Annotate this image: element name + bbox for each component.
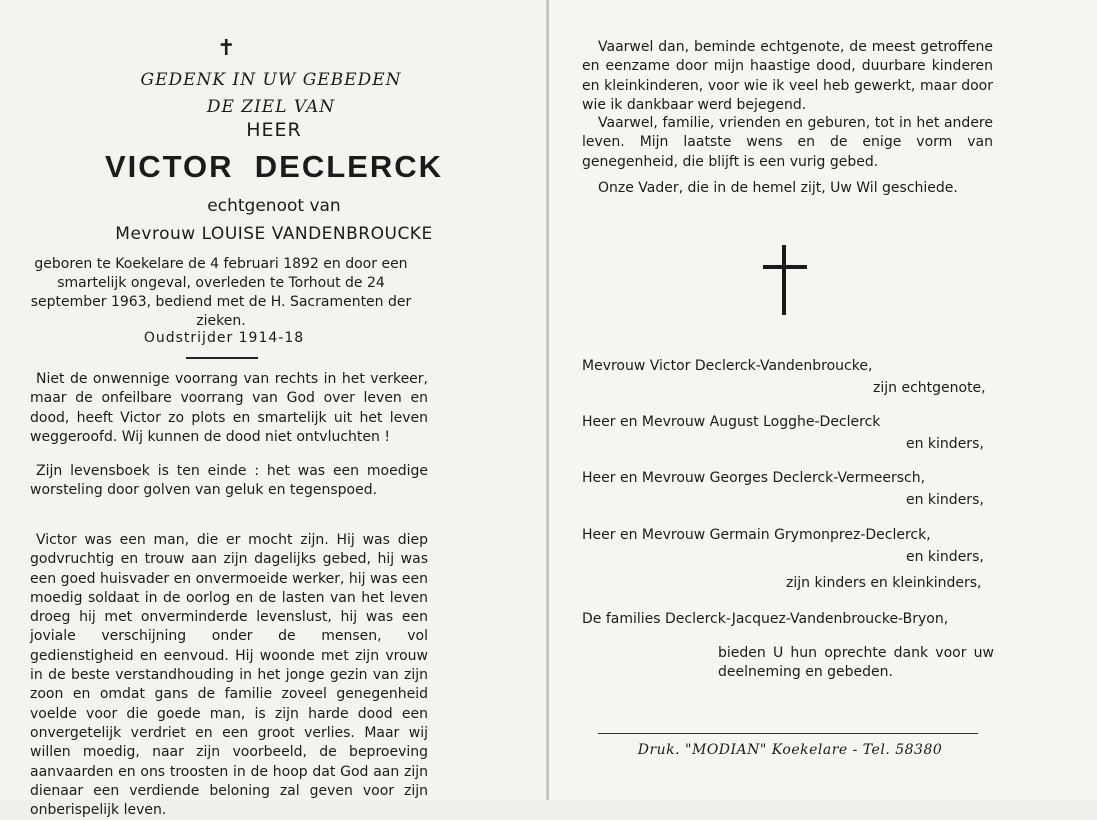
family-member-relation: en kinders, xyxy=(906,492,984,508)
thanks-text: bieden U hun oprechte dank voor uw deelneming en gebeden. xyxy=(718,645,994,681)
printer-credit: Druk. "MODIAN" Koekelare - Tel. 58380 xyxy=(637,742,943,758)
farewell-paragraph-1: Vaarwel dan, beminde echtgenote, de meest getroffene en eenzame door mijn haastige dood, duurbare kinderen en kleinkinderen, voor wie ik veel heb gewerkt, maar door wie ik dankbaar werd bejegend. xyxy=(582,39,993,113)
family-member-relation: zijn echtgenote, xyxy=(873,380,986,396)
obituary-paragraph-2: Zijn levensboek is ten einde : het was een moedige worsteling door golven van geluk en tegenspoed. xyxy=(30,463,428,499)
soul-of-line: DE ZIEL VAN xyxy=(206,97,336,117)
obituary-paragraph-3: Victor was een man, die er mocht zijn. Hij was diep godvruchtig en trouw aan zijn dagelijks gebed, hij was een goed huisvader en onvermoeide werker, hij was een moedig soldaat in de oorlog en de lasten van het leven droeg hij met onverminderde levenslust, hij was een joviale verschijning onder de mensen, vol gedienstigheid en eenvoud. Hij woonde met zijn vrouw in de beste verstandhouding in het jonge gezin van zijn zoon en omdat gans de familie zoveel genegenheid voelde voor die goede man, is zijn harde dood een onvergetelijk verdriet en een groot verlies. Maar wij willen moedig, naar zijn voorbeeld, de beproeving aanvaarden en ons troosten in de hoop dat God aan zijn dienaar een verdiende beloning zal geven voor zijn onberispelijk leven. xyxy=(30,532,428,819)
family-member-name: Heer en Mevrouw August Logghe-Declerck xyxy=(582,414,881,430)
small-cross-icon: ✝ xyxy=(217,36,236,61)
family-member-name: Heer en Mevrouw Georges Declerck-Vermeersch, xyxy=(582,470,926,486)
remembrance-line: GEDENK IN UW GEBEDEN xyxy=(140,70,402,90)
family-member-name: Mevrouw Victor Declerck-Vandenbroucke, xyxy=(582,358,873,374)
family-member-relation: en kinders, xyxy=(906,436,984,452)
family-member-name: Heer en Mevrouw Germain Grymonprez-Declerck, xyxy=(582,527,931,543)
obituary-paragraph-1: Niet de onwennige voorrang van rechts in het verkeer, maar de onfeilbare voorrang van God over leven en dood, heeft Victor zo plots en smartelijk uit het leven weggeroofd. Wij kunnen de dood niet ontvluchten ! xyxy=(30,371,428,445)
spouse-intro: echtgenoot van xyxy=(207,196,341,216)
prayer-line: Onze Vader, die in de hemel zijt, Uw Wil geschiede. xyxy=(598,180,958,196)
extended-families: De families Declerck-Jacquez-Vandenbroucke-Bryon, xyxy=(582,611,949,627)
deceased-name: VICTOR DECLERCK xyxy=(104,149,443,184)
honorific-title: HEER xyxy=(246,119,302,141)
birth-death-details: geboren te Koekelare de 4 februari 1892 en door een smartelijk ongeval, overleden te Torhout de 24 september 1963, bediend met de H. Sacramenten der zieken. xyxy=(30,256,412,329)
grandchildren-line: zijn kinders en kleinkinders, xyxy=(786,575,982,591)
family-member-relation: en kinders, xyxy=(906,549,984,565)
divider-rule xyxy=(186,357,258,359)
spouse-name: Mevrouw LOUISE VANDENBROUCKE xyxy=(115,224,433,244)
farewell-paragraph-2: Vaarwel, familie, vrienden en geburen, tot in het andere leven. Mijn laatste wens en de enige vorm van genegenheid, die blijft is een vurig gebed. xyxy=(582,115,993,170)
veteran-status: Oudstrijder 1914-18 xyxy=(143,330,305,346)
printer-area xyxy=(560,0,1020,800)
